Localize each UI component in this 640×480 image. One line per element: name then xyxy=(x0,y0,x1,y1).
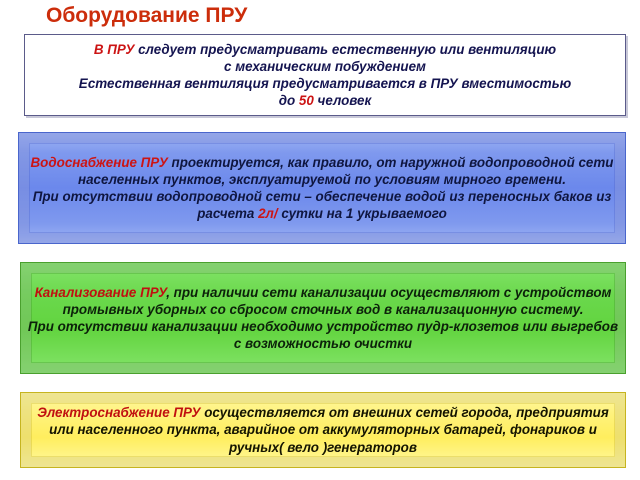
ventilation-text-1: следует предусматривать естественную или вентиляцию xyxy=(134,41,557,57)
ventilation-text-4b: человек xyxy=(313,93,372,109)
water-keyword: Водоснабжение ПРУ xyxy=(30,154,168,170)
ventilation-text-4a: до xyxy=(278,93,299,109)
ventilation-box xyxy=(24,34,626,116)
power-text-1: осуществляется от внешних сетей города, предприятия или населенного пункта, аварийное от аккумуляторных батарей, фонариков и ручных( вело )генераторов xyxy=(49,405,609,455)
ventilation-line-1 xyxy=(88,41,562,58)
sewage-keyword: Канализование ПРУ xyxy=(34,284,167,300)
water-paragraph-1 xyxy=(19,154,625,188)
ventilation-line-4 xyxy=(273,92,378,109)
ventilation-keyword: В ПРУ xyxy=(93,41,135,57)
water-text-2b: сутки на 1 укрываемого xyxy=(277,206,447,222)
water-norm: 2л/ xyxy=(258,206,278,222)
water-text-2a: При отсутствии водопроводной сети – обеспечение водой из переносных баков из расчета xyxy=(32,189,612,222)
ventilation-capacity: 50 xyxy=(298,93,314,109)
sewage-paragraph-1 xyxy=(21,284,625,318)
sewage-text-1: , при наличии сети канализации осуществляют с устройством промывных уборных со сбросом сточных вод в канализационную систему. xyxy=(62,284,612,317)
water-text-1: проектируется, как правило, от наружной водопроводной сети населенных пунктов, эксплуатируемой по условиям мирного времени. xyxy=(78,154,614,187)
ventilation-line-3: Естественная вентиляция предусматривается в ПРУ вместимостью xyxy=(78,76,572,91)
water-paragraph-2 xyxy=(19,188,625,222)
ventilation-line-2: с механическим побуждением xyxy=(224,58,426,74)
water-supply-box xyxy=(18,132,626,244)
page-title: Оборудование ПРУ xyxy=(46,4,248,27)
power-supply-box xyxy=(20,392,626,468)
power-keyword: Электроснабжение ПРУ xyxy=(37,405,201,421)
sewage-paragraph-2: При отсутствии канализации необходимо устройство пудр-клозетов или выгребов с возможностью очистки xyxy=(27,319,619,352)
sewage-box xyxy=(20,262,626,374)
power-paragraph-1 xyxy=(21,404,625,455)
